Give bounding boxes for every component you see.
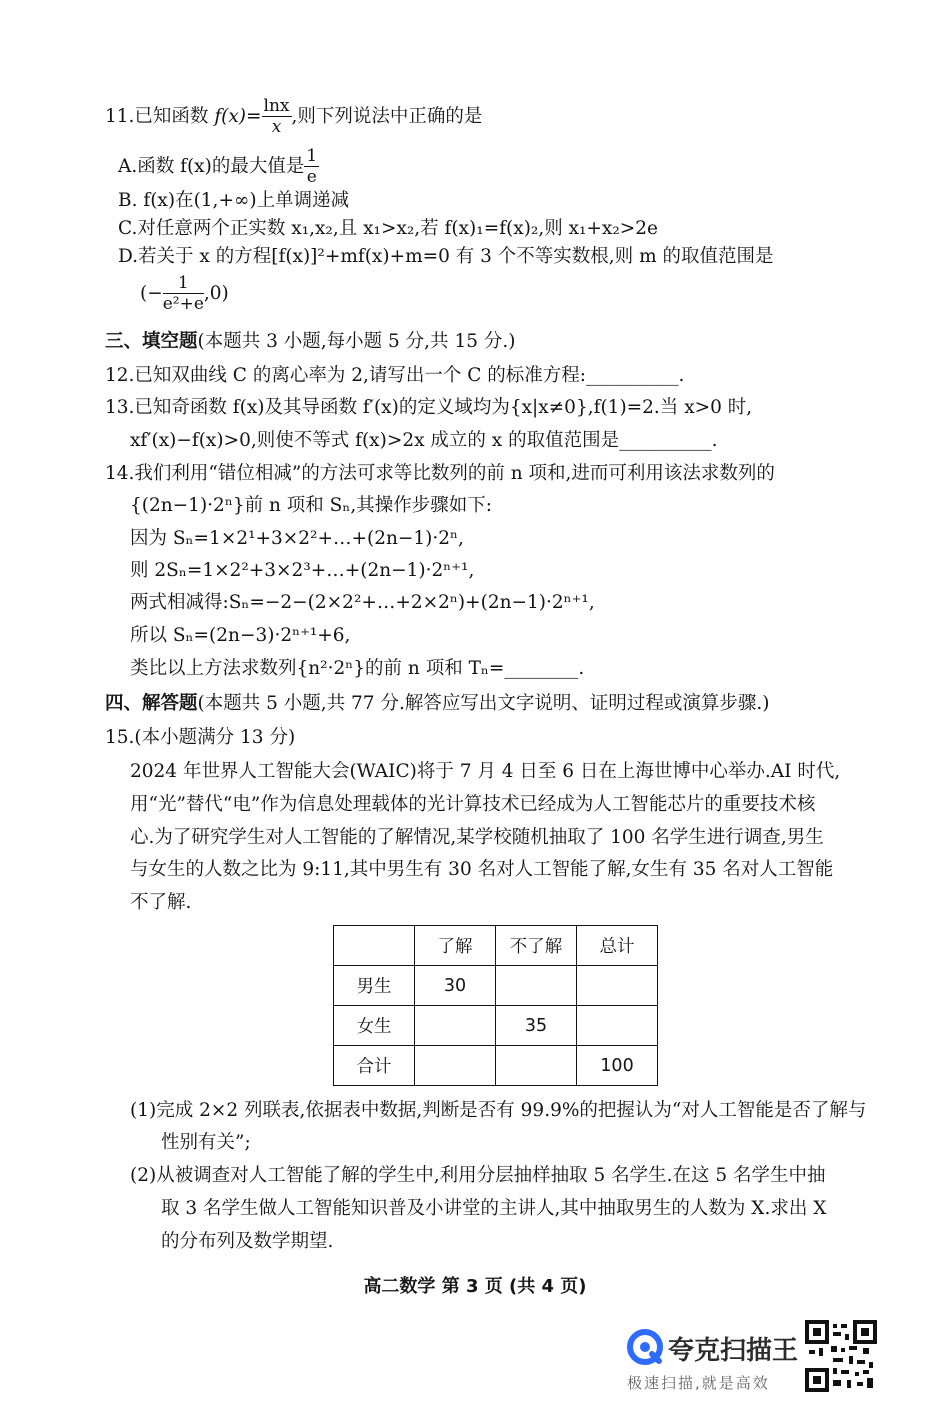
q12: 12.已知双曲线 C 的离心率为 2,请写出一个 C 的标准方程:__________.: [105, 365, 685, 386]
section-3-heading: [105, 333, 515, 352]
q11-stem-prefix: 11.已知函数: [105, 105, 215, 127]
q14-line-5: 两式相减得:Sₙ=−2−(2×2²+…+2×2ⁿ)+(2n−1)·2ⁿ⁺¹,: [130, 592, 595, 613]
q11-option-a-text: A.函数 f(x)的最大值是: [118, 155, 305, 177]
watermark-app-name: 夸克扫描王: [668, 1336, 799, 1366]
q11-option-a: [118, 146, 319, 188]
q15-paragraph-line-1: 2024 年世界人工智能大会(WAIC)将于 7 月 4 日至 6 日在上海世博中心举办.AI 时代,: [130, 761, 841, 782]
table-row: [334, 1046, 658, 1086]
q15-subquestion-1-line-1: (1)完成 2×2 列联表,依据表中数据,判断是否有 99.9%的把握认为“对人工智能是否了解与: [130, 1100, 867, 1121]
q11-option-d: D.若关于 x 的方程[f(x)]²+mf(x)+m=0 有 3 个不等实数根,则 m 的取值范围是: [118, 246, 774, 267]
q14-line-6: 所以 Sₙ=(2n−3)·2ⁿ⁺¹+6,: [130, 625, 351, 646]
table-cell: 女生: [334, 1006, 415, 1046]
q11-option-b: B. f(x)在(1,+∞)上单调递减: [118, 190, 350, 211]
table-cell: 合计: [334, 1046, 415, 1086]
table-cell: [415, 1046, 496, 1086]
q11-function: f(x)=: [214, 105, 262, 127]
table-cell: [415, 1006, 496, 1046]
q13-line-2: xf′(x)−f(x)>0,则使不等式 f(x)>2x 成立的 x 的取值范围是__________.: [130, 430, 718, 451]
q11-d-fraction: [163, 273, 204, 315]
table-cell: [496, 1046, 577, 1086]
q14-line-3: 因为 Sₙ=1×2¹+3×2²+…+(2n−1)·2ⁿ,: [130, 528, 464, 549]
q15-paragraph-line-4: 与女生的人数之比为 9:11,其中男生有 30 名对人工智能了解,女生有 35 名对人工智能: [130, 859, 834, 880]
q15-subquestion-2-line-3: 的分布列及数学期望.: [161, 1231, 334, 1252]
q11-stem-suffix: ,则下列说法中正确的是: [291, 105, 483, 127]
table-cell: [496, 966, 577, 1006]
q15-paragraph-line-3: 心.为了研究学生对人工智能的了解情况,某学校随机抽取了 100 名学生进行调查,男生: [130, 827, 824, 848]
q15-heading: 15.(本小题满分 13 分): [105, 727, 296, 748]
q11-option-c: C.对任意两个正实数 x₁,x₂,且 x₁>x₂,若 f(x)₁=f(x)₂,则 x₁+x₂>2e: [118, 218, 659, 239]
qr-code-icon: [805, 1320, 877, 1397]
section-3-title: 三、填空题: [105, 331, 198, 352]
table-header-row: [334, 926, 658, 966]
q11-d-range-suffix: ,0): [203, 282, 229, 304]
table-header-cell: [334, 926, 415, 966]
q14-line-1: 14.我们利用“错位相减”的方法可求等比数列的前 n 项和,进而可利用该法求数列的: [105, 463, 775, 484]
q11-d-range-prefix: (−: [140, 282, 163, 304]
q13-line-1: 13.已知奇函数 f(x)及其导函数 f′(x)的定义域均为{x|x≠0},f(1)=2.当 x>0 时,: [105, 397, 753, 418]
q11-a-numerator: 1: [306, 146, 318, 166]
q11-d-denominator: e²+e: [162, 294, 204, 315]
q11-stem: [105, 96, 482, 138]
section-3-description: (本题共 3 小题,每小题 5 分,共 15 分.): [197, 331, 516, 352]
q15-subquestion-2-line-1: (2)从被调查对人工智能了解的学生中,利用分层抽样抽取 5 名学生.在这 5 名学生中抽: [130, 1165, 826, 1186]
q14-line-7: 类比以上方法求数列{n²·2ⁿ}的前 n 项和 Tₙ=________.: [130, 658, 585, 679]
watermark-slogan: 极速扫描,就是高效: [627, 1374, 770, 1392]
q11-fraction: [262, 96, 292, 138]
table-cell: 30: [415, 966, 496, 1006]
q15-paragraph-line-5: 不了解.: [130, 892, 192, 913]
table-header-cell: 总计: [577, 926, 658, 966]
q11-d-numerator: 1: [163, 273, 204, 294]
page-footer: 高二数学 第 3 页 (共 4 页): [363, 1276, 587, 1297]
section-4-title: 四、解答题: [105, 693, 198, 714]
q11-fraction-denominator: x: [271, 117, 282, 138]
q11-fraction-numerator: lnx: [263, 96, 290, 116]
q15-subquestion-2-line-2: 取 3 名学生做人工智能知识普及小讲堂的主讲人,其中抽取男生的人数为 X.求出 X: [161, 1198, 827, 1219]
q11-option-a-fraction: [304, 146, 319, 188]
table-cell: [577, 1006, 658, 1046]
q11-a-denominator: e: [306, 167, 317, 188]
q14-line-2: {(2n−1)·2ⁿ}前 n 项和 Sₙ,其操作步骤如下:: [130, 495, 492, 516]
table-header-cell: 了解: [415, 926, 496, 966]
table-cell: [577, 966, 658, 1006]
table-cell: 100: [577, 1046, 658, 1086]
table-header-cell: 不了解: [496, 926, 577, 966]
contingency-table: [333, 925, 658, 1086]
table-cell: 35: [496, 1006, 577, 1046]
q15-subquestion-1-line-2: 性别有关”;: [161, 1132, 251, 1153]
table-row: [334, 966, 658, 1006]
q14-line-4: 则 2Sₙ=1×2²+3×2³+…+(2n−1)·2ⁿ⁺¹,: [130, 560, 475, 581]
section-4-description: (本题共 5 小题,共 77 分.解答应写出文字说明、证明过程或演算步骤.): [197, 693, 770, 714]
q15-paragraph-line-2: 用“光”替代“电”作为信息处理载体的光计算技术已经成为人工智能芯片的重要技术核: [130, 794, 816, 815]
table-cell: 男生: [334, 966, 415, 1006]
table-row: [334, 1006, 658, 1046]
section-4-heading: [105, 695, 769, 714]
quark-logo-icon: [625, 1327, 665, 1372]
q11-option-d-range: [140, 273, 229, 315]
